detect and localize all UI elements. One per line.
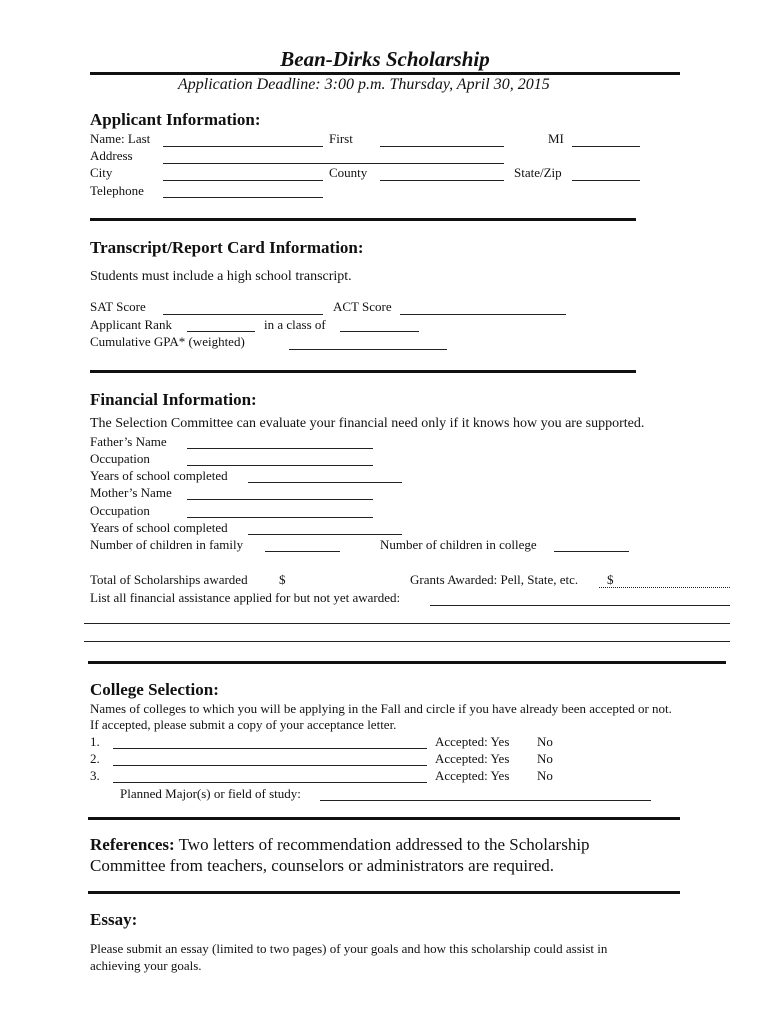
dollar-sign: $	[279, 572, 286, 587]
mother-name-field[interactable]	[187, 499, 373, 500]
references-heading: References:	[90, 835, 175, 854]
section-divider	[88, 817, 680, 820]
children-family-label: Number of children in family	[90, 537, 244, 552]
sat-field[interactable]	[163, 314, 323, 315]
transcript-note: Students must include a high school transcript.	[90, 269, 352, 284]
section-divider	[90, 218, 636, 221]
accepted-yes-option[interactable]: Accepted: Yes	[435, 768, 510, 783]
essay-instructions: achieving your goals.	[90, 958, 202, 973]
act-label: ACT Score	[333, 299, 392, 314]
financial-intro: The Selection Committee can evaluate your financial need only if it knows how you are supported.	[90, 416, 645, 431]
college-2-field[interactable]	[113, 765, 427, 766]
references-block	[90, 835, 590, 855]
first-name-label: First	[329, 131, 353, 146]
essay-heading: Essay:	[90, 910, 138, 929]
rank-field[interactable]	[187, 331, 255, 332]
section-divider	[88, 891, 680, 894]
last-name-label: Name: Last	[90, 131, 151, 146]
gpa-label: Cumulative GPA* (weighted)	[90, 334, 245, 349]
applied-not-awarded-field[interactable]	[430, 605, 730, 606]
state-zip-label: State/Zip	[514, 165, 562, 180]
gpa-field[interactable]	[289, 349, 447, 350]
accepted-yes-option[interactable]: Accepted: Yes	[435, 734, 510, 749]
children-family-field[interactable]	[265, 551, 340, 552]
father-years-label: Years of school completed	[90, 468, 228, 483]
college-3-field[interactable]	[113, 782, 427, 783]
references-text: Two letters of recommendation addressed to the Scholarship	[178, 835, 590, 854]
last-name-field[interactable]	[163, 146, 323, 147]
father-years-field[interactable]	[248, 482, 402, 483]
applied-not-awarded-line[interactable]	[84, 641, 730, 642]
college-heading: College Selection:	[90, 680, 219, 699]
section-divider	[88, 661, 726, 664]
act-field[interactable]	[400, 314, 566, 315]
county-label: County	[329, 165, 368, 180]
college-instructions: Names of colleges to which you will be applying in the Fall and circle if you have already been accepted or not.	[90, 701, 672, 716]
mi-field[interactable]	[572, 146, 640, 147]
college-acceptance-note: If accepted, please submit a copy of your acceptance letter.	[90, 717, 397, 732]
college-1-field[interactable]	[113, 748, 427, 749]
college-number: 1.	[90, 734, 100, 749]
transcript-heading: Transcript/Report Card Information:	[90, 238, 364, 257]
applicant-heading: Applicant Information:	[90, 110, 261, 129]
applied-not-awarded-label: List all financial assistance applied for but not yet awarded:	[90, 590, 401, 605]
city-label: City	[90, 165, 113, 180]
mother-occupation-field[interactable]	[187, 517, 373, 518]
dollar-sign: $	[607, 572, 614, 587]
mother-years-field[interactable]	[248, 534, 402, 535]
father-occupation-label: Occupation	[90, 451, 150, 466]
telephone-label: Telephone	[90, 183, 144, 198]
mi-label: MI	[548, 131, 564, 146]
state-zip-field[interactable]	[572, 180, 640, 181]
references-text: Committee from teachers, counselors or administrators are required.	[90, 856, 555, 875]
total-scholarships-label: Total of Scholarships awarded	[90, 572, 248, 587]
applied-not-awarded-line[interactable]	[84, 623, 730, 624]
father-occupation-field[interactable]	[187, 465, 373, 466]
rank-label: Applicant Rank	[90, 317, 172, 332]
mother-occupation-label: Occupation	[90, 503, 150, 518]
accepted-no-option[interactable]: No	[537, 768, 553, 783]
section-divider	[90, 370, 636, 373]
form-title: Bean-Dirks Scholarship	[280, 47, 490, 71]
children-college-field[interactable]	[554, 551, 629, 552]
father-name-field[interactable]	[187, 448, 373, 449]
city-field[interactable]	[163, 180, 323, 181]
children-college-label: Number of children in college	[380, 537, 537, 552]
mother-years-label: Years of school completed	[90, 520, 228, 535]
sat-label: SAT Score	[90, 299, 146, 314]
grants-field[interactable]	[599, 587, 730, 588]
financial-heading: Financial Information:	[90, 390, 257, 409]
class-of-field[interactable]	[340, 331, 419, 332]
mother-name-label: Mother’s Name	[90, 485, 172, 500]
address-label: Address	[90, 148, 133, 163]
class-of-label: in a class of	[264, 317, 326, 332]
accepted-no-option[interactable]: No	[537, 751, 553, 766]
county-field[interactable]	[380, 180, 504, 181]
accepted-no-option[interactable]: No	[537, 734, 553, 749]
grants-label: Grants Awarded: Pell, State, etc.	[410, 572, 579, 587]
telephone-field[interactable]	[163, 197, 323, 198]
college-number: 3.	[90, 768, 100, 783]
planned-major-label: Planned Major(s) or field of study:	[120, 786, 301, 801]
essay-instructions: Please submit an essay (limited to two pages) of your goals and how this scholarship could assist in	[90, 941, 608, 956]
first-name-field[interactable]	[380, 146, 504, 147]
address-field[interactable]	[163, 163, 504, 164]
college-number: 2.	[90, 751, 100, 766]
planned-major-field[interactable]	[320, 800, 651, 801]
title-rule	[90, 72, 680, 75]
application-deadline: Application Deadline: 3:00 p.m. Thursday, April 30, 2015	[178, 76, 550, 93]
father-name-label: Father’s Name	[90, 434, 167, 449]
accepted-yes-option[interactable]: Accepted: Yes	[435, 751, 510, 766]
